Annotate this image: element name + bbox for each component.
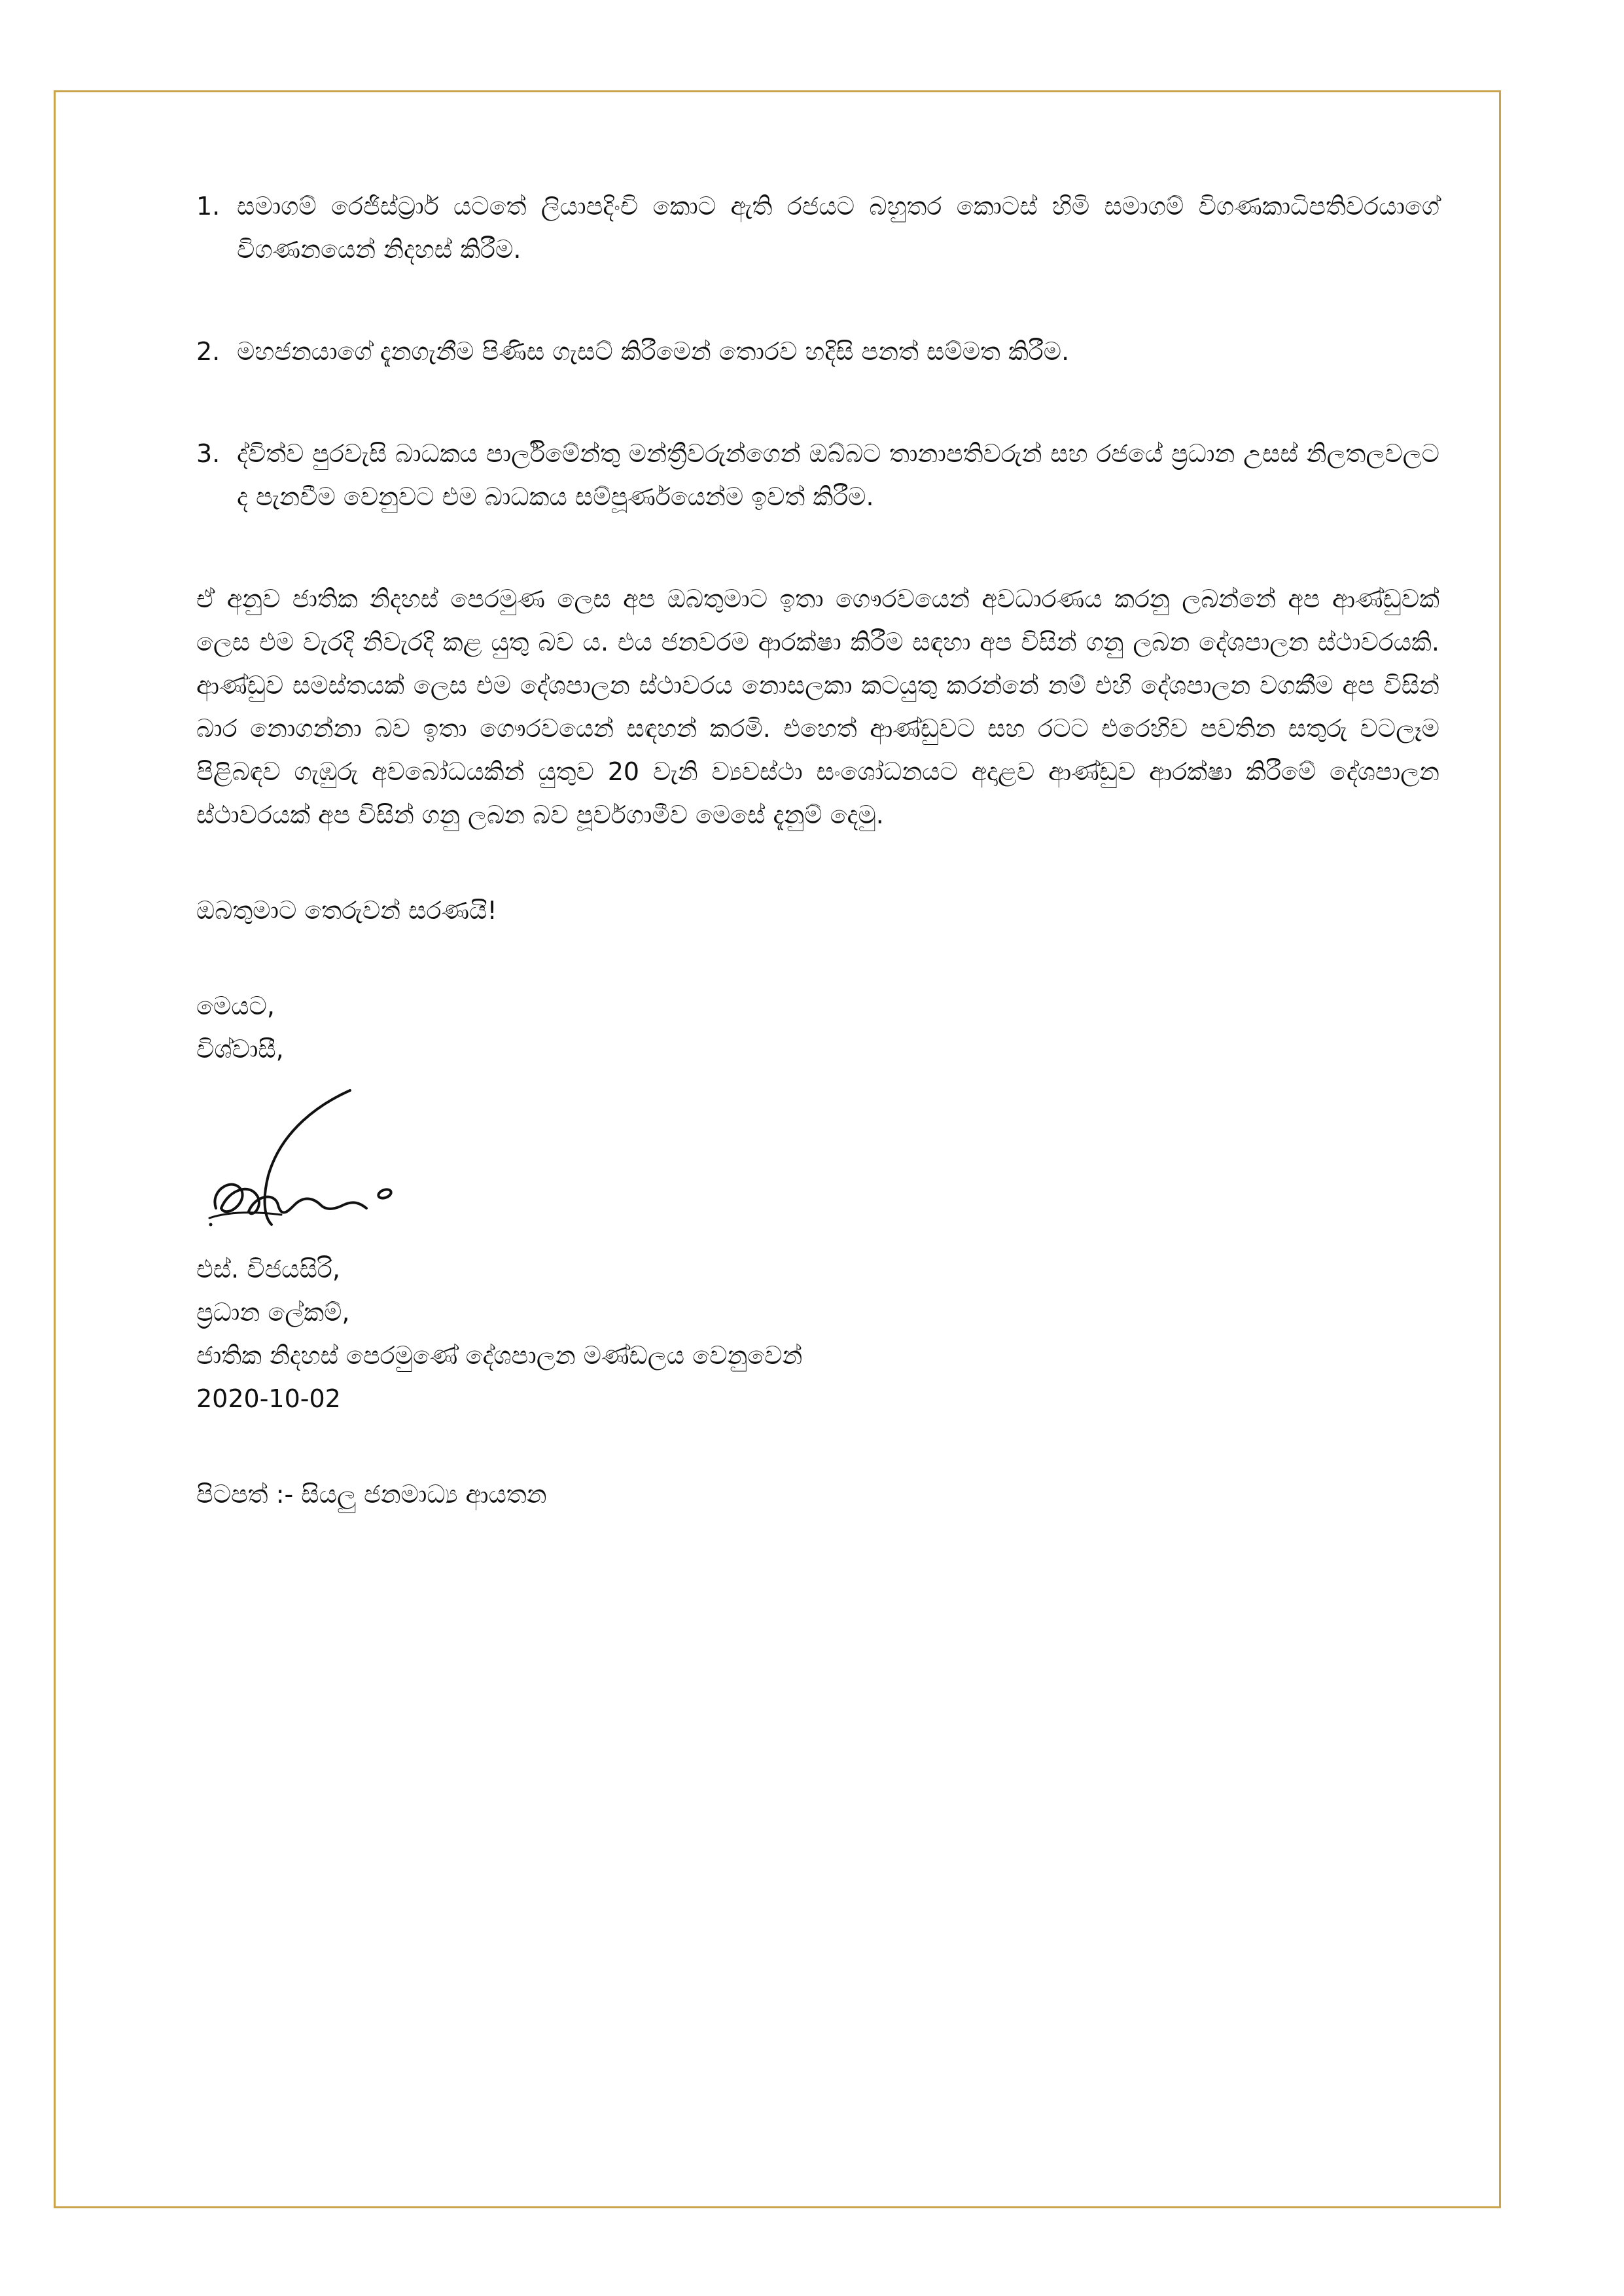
list-item-number: 3.: [196, 439, 221, 468]
list-item: [196, 432, 1439, 518]
body-paragraph: ඒ අනුව ජාතික නිදහස් පෙරමුණ ලෙස අප ඔබතුමාට ඉතා ගෞරවයෙන් අවධාරණය කරනු ලබන්නේ අප ආණ්ඩුවක් ලෙස එම වැරදි නිවැරදි කළ යුතු බව ය. එය ජනවරම ආරක්ෂා කිරීම සඳහා අප විසින් ගනු ලබන දේශපාලන ස්ථාවරයකි. ආණ්ඩුව සමස්තයක් ලෙස එම දේශපාලන ස්ථාවරය නොසලකා කටයුතු කරන්නේ නම් එහි දේශපාලන වගකීම අප විසින් බාර නොගන්නා බව ඉතා ගෞරවයෙන් සඳහන් කරමි. එහෙත් ආණ්ඩුවට සහ රටට එරෙහිව පවතින සතුරු වටලෑම පිළිබඳව ගැඹුරු අවබෝධයකින් යුතුව 20 වැනි ව්‍යවස්ථා සංශෝධනයට අදාළව ආණ්ඩුව ආරක්ෂා කිරීමේ දේශපාලන ස්ථාවරයක් අප විසින් ගනු ලබන බව පූර්වගාමීව මෙසේ දැනුම් දෙමු.: [196, 584, 1439, 829]
signatory-organization: ජාතික නිදහස් පෙරමුණේ දේශපාලන මණ්ඩලය වෙනුවෙන්: [196, 1341, 803, 1370]
list-item-text: සමාගම් රෙජිස්ට්‍රාර් යටතේ ලියාපදිංචි කොට ඇති රජයට බහුතර කොටස් හිමි සමාගම් විගණකාධිපතිවරයාගේ විගණනයෙන් නිදහස් කිරීම.: [237, 192, 1439, 264]
letter-body: [196, 185, 1439, 1541]
list-item-number: 2.: [196, 337, 221, 366]
letter-date: 2020-10-02: [196, 1384, 341, 1413]
sign-off-line-1: මෙයට,: [196, 992, 275, 1020]
closing-greeting: ඔබතුමාට තෙරුවන් සරණයි!: [196, 896, 497, 925]
signature-block: [196, 984, 1439, 1420]
sign-off-line-2: විශ්වාසී,: [196, 1035, 284, 1064]
list-item-number: 1.: [196, 192, 221, 221]
handwritten-signature: [190, 1077, 425, 1241]
list-item: [196, 185, 1439, 271]
list-item: [196, 330, 1439, 373]
signatory-title: ප්‍රධාන ලේකම්,: [196, 1298, 350, 1327]
list-item-text: මහජනයාගේ දැනගැනීම පිණිස ගැසට් කිරීමෙන් තොරව හදිසි පනත් සම්මත කිරීම.: [237, 337, 1070, 366]
copies-to-line: පිටපත් :- සියලු ජනමාධ්‍ය ආයතන: [196, 1480, 547, 1509]
list-item-text: ද්විත්ව පුරවැසි බාධකය පාර්ලිමේන්තු මන්ත්‍රීවරුන්ගෙන් ඔබ්බට තානාපතිවරුන් සහ රජයේ ප්‍රධාන උසස් නිලතලවලට ද පැනවීම වෙනුවට එම බාධකය සම්පූර්ණයෙන්ම ඉවත් කිරීම.: [237, 439, 1439, 511]
numbered-points-list: [196, 185, 1439, 518]
signatory-name: එස්. විජයසිරි,: [196, 1255, 340, 1283]
